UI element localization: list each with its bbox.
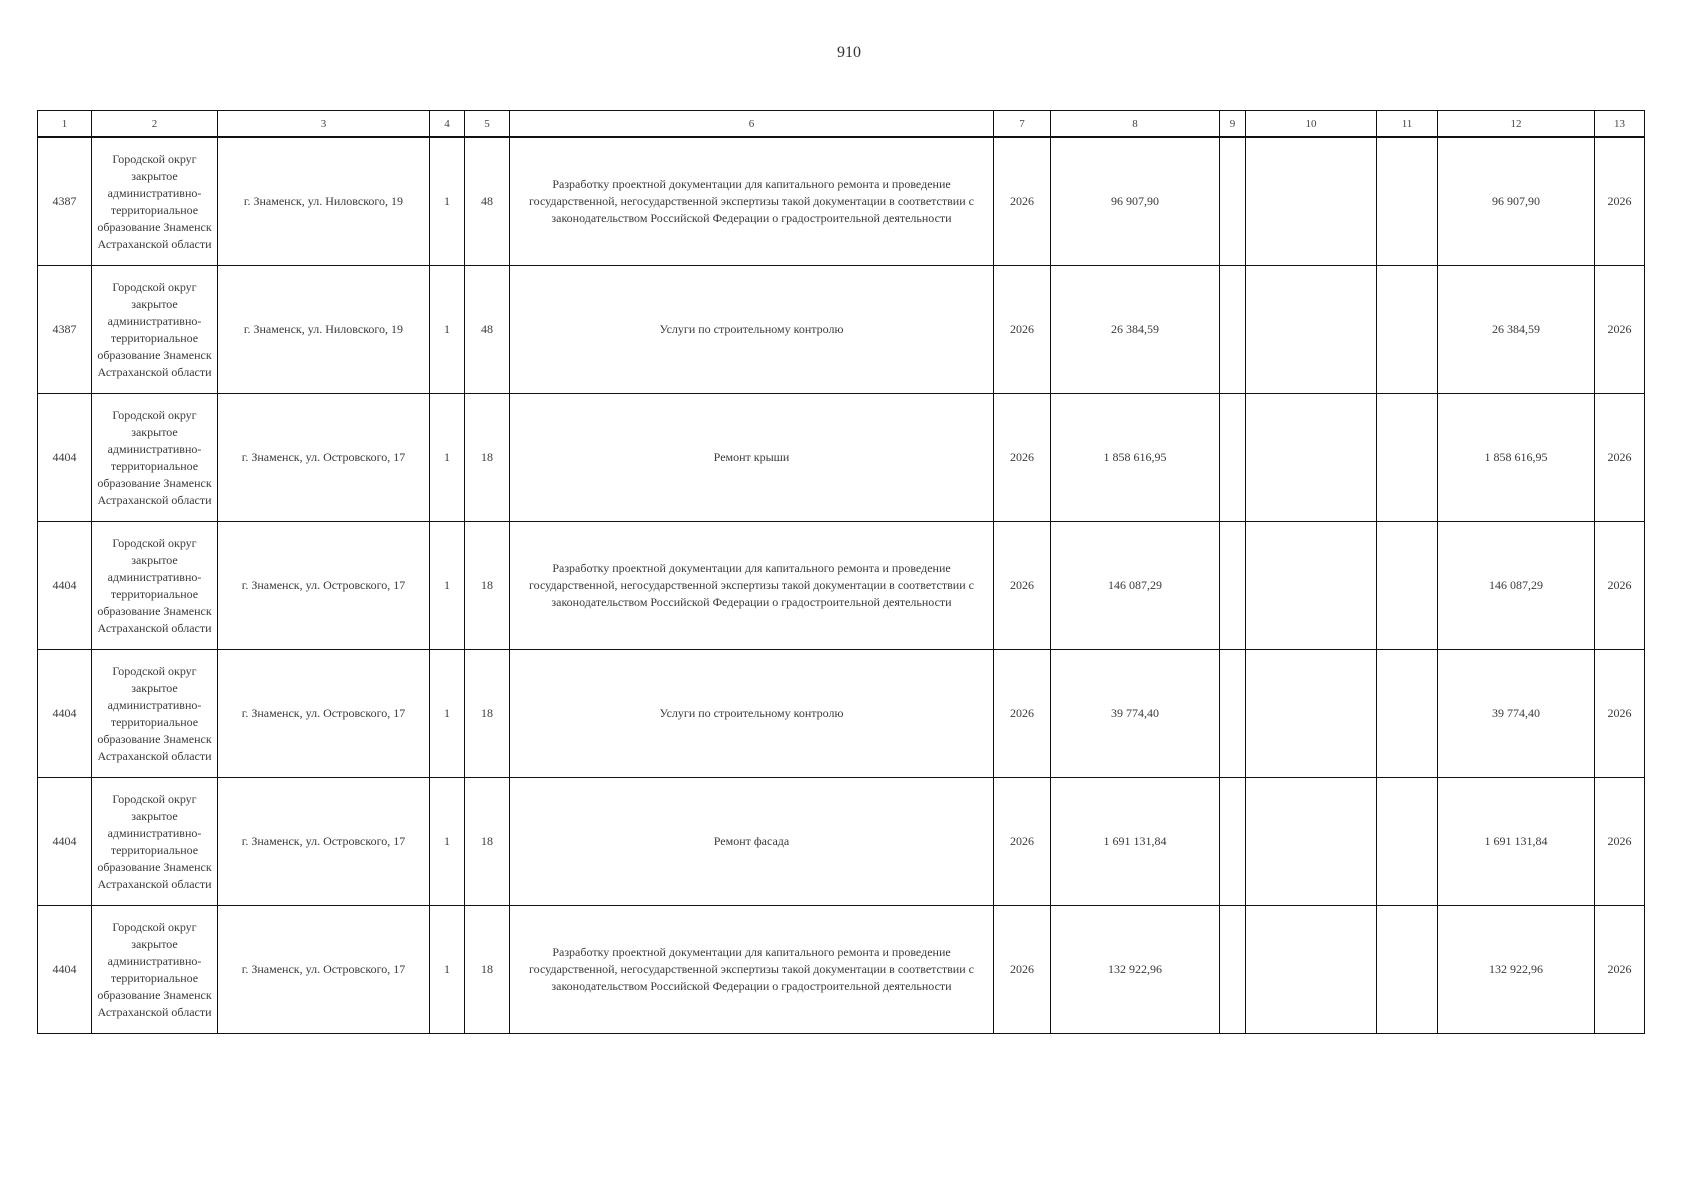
column-number-header-row: [38, 111, 1645, 138]
cell-fund-cost: 132 922,96: [1438, 906, 1595, 1034]
municipality-text: Городской округ закрытое административно-территориальное образование Знаменск Астраханской области: [97, 919, 212, 1019]
cell-address: г. Знаменск, ул. Островского, 17: [218, 778, 430, 906]
cell-municipality: [92, 394, 218, 522]
cell-year: 2026: [994, 650, 1051, 778]
column-header: 3: [218, 111, 430, 138]
cell-c4: 1: [430, 906, 465, 1034]
cell-work-type: Услуги по строительному контролю: [510, 266, 994, 394]
cell-address: г. Знаменск, ул. Островского, 17: [218, 394, 430, 522]
cell-completion-year: 2026: [1595, 522, 1645, 650]
cell-c4: 1: [430, 137, 465, 266]
cell-c5: 18: [465, 906, 510, 1034]
municipality-text: Городской округ закрытое административно-территориальное образование Знаменск Астраханской области: [97, 407, 212, 507]
cell-c9: [1220, 394, 1246, 522]
cell-object-id: 4404: [38, 522, 92, 650]
cell-fund-cost: 26 384,59: [1438, 266, 1595, 394]
cell-address: г. Знаменск, ул. Островского, 17: [218, 650, 430, 778]
cell-object-id: 4404: [38, 394, 92, 522]
cell-c10: [1246, 778, 1377, 906]
cell-fund-cost: 1 858 616,95: [1438, 394, 1595, 522]
cell-c11: [1377, 650, 1438, 778]
table-row: [38, 266, 1645, 394]
cell-c9: [1220, 650, 1246, 778]
table-row: [38, 137, 1645, 266]
cell-work-type: Разработку проектной документации для капитального ремонта и проведение государственной, негосударственной экспертизы такой документации в соответствии с законодательством Российской Федерации о градостроительной деятельности: [510, 137, 994, 266]
cell-object-id: 4387: [38, 137, 92, 266]
cell-c10: [1246, 137, 1377, 266]
cell-c4: 1: [430, 394, 465, 522]
cell-address: г. Знаменск, ул. Ниловского, 19: [218, 137, 430, 266]
cell-municipality: [92, 266, 218, 394]
cell-fund-cost: 1 691 131,84: [1438, 778, 1595, 906]
cell-c5: 48: [465, 137, 510, 266]
cell-c4: 1: [430, 266, 465, 394]
table-row: [38, 522, 1645, 650]
cell-c9: [1220, 137, 1246, 266]
column-header: 4: [430, 111, 465, 138]
table-row: [38, 778, 1645, 906]
cell-object-id: 4404: [38, 650, 92, 778]
cell-c11: [1377, 522, 1438, 650]
cell-c10: [1246, 522, 1377, 650]
cell-municipality: [92, 137, 218, 266]
column-header: 2: [92, 111, 218, 138]
cell-address: г. Знаменск, ул. Ниловского, 19: [218, 266, 430, 394]
column-header: 11: [1377, 111, 1438, 138]
cell-c9: [1220, 906, 1246, 1034]
cell-c11: [1377, 778, 1438, 906]
column-header: 6: [510, 111, 994, 138]
municipality-text: Городской округ закрытое административно-территориальное образование Знаменск Астраханской области: [97, 535, 212, 635]
cell-fund-cost: 96 907,90: [1438, 137, 1595, 266]
cell-year: 2026: [994, 778, 1051, 906]
cell-c10: [1246, 394, 1377, 522]
cell-c11: [1377, 906, 1438, 1034]
cell-work-type: Ремонт крыши: [510, 394, 994, 522]
cell-c5: 18: [465, 522, 510, 650]
cell-year: 2026: [994, 394, 1051, 522]
municipality-text: Городской округ закрытое административно-территориальное образование Знаменск Астраханской области: [97, 151, 212, 251]
cell-c4: 1: [430, 522, 465, 650]
cell-total-cost: 96 907,90: [1051, 137, 1220, 266]
repair-program-table: [37, 110, 1645, 1034]
cell-c4: 1: [430, 778, 465, 906]
cell-c10: [1246, 266, 1377, 394]
column-header: 10: [1246, 111, 1377, 138]
cell-c10: [1246, 906, 1377, 1034]
cell-municipality: [92, 522, 218, 650]
column-header: 1: [38, 111, 92, 138]
cell-completion-year: 2026: [1595, 394, 1645, 522]
cell-municipality: [92, 650, 218, 778]
cell-object-id: 4387: [38, 266, 92, 394]
cell-c5: 18: [465, 394, 510, 522]
cell-c4: 1: [430, 650, 465, 778]
cell-work-type: Ремонт фасада: [510, 778, 994, 906]
cell-completion-year: 2026: [1595, 266, 1645, 394]
cell-object-id: 4404: [38, 778, 92, 906]
cell-year: 2026: [994, 137, 1051, 266]
cell-c11: [1377, 266, 1438, 394]
column-header: 5: [465, 111, 510, 138]
cell-c9: [1220, 266, 1246, 394]
cell-fund-cost: 39 774,40: [1438, 650, 1595, 778]
cell-c9: [1220, 522, 1246, 650]
cell-address: г. Знаменск, ул. Островского, 17: [218, 522, 430, 650]
cell-total-cost: 1 858 616,95: [1051, 394, 1220, 522]
cell-completion-year: 2026: [1595, 137, 1645, 266]
column-header: 7: [994, 111, 1051, 138]
cell-total-cost: 132 922,96: [1051, 906, 1220, 1034]
cell-c5: 18: [465, 650, 510, 778]
column-header: 8: [1051, 111, 1220, 138]
cell-completion-year: 2026: [1595, 650, 1645, 778]
cell-completion-year: 2026: [1595, 778, 1645, 906]
column-header: 13: [1595, 111, 1645, 138]
column-header: 9: [1220, 111, 1246, 138]
column-header: 12: [1438, 111, 1595, 138]
cell-address: г. Знаменск, ул. Островского, 17: [218, 906, 430, 1034]
cell-work-type: Разработку проектной документации для капитального ремонта и проведение государственной, негосударственной экспертизы такой документации в соответствии с законодательством Российской Федерации о градостроительной деятельности: [510, 906, 994, 1034]
municipality-text: Городской округ закрытое административно-территориальное образование Знаменск Астраханской области: [97, 791, 212, 891]
page-number: 910: [837, 44, 861, 61]
cell-year: 2026: [994, 906, 1051, 1034]
cell-total-cost: 26 384,59: [1051, 266, 1220, 394]
cell-c11: [1377, 137, 1438, 266]
cell-total-cost: 39 774,40: [1051, 650, 1220, 778]
municipality-text: Городской округ закрытое административно-территориальное образование Знаменск Астраханской области: [97, 279, 212, 379]
cell-municipality: [92, 906, 218, 1034]
cell-c9: [1220, 778, 1246, 906]
cell-c11: [1377, 394, 1438, 522]
cell-total-cost: 146 087,29: [1051, 522, 1220, 650]
table-row: [38, 650, 1645, 778]
table-row: [38, 906, 1645, 1034]
municipality-text: Городской округ закрытое административно-территориальное образование Знаменск Астраханской области: [97, 663, 212, 763]
cell-work-type: Услуги по строительному контролю: [510, 650, 994, 778]
table-row: [38, 394, 1645, 522]
cell-municipality: [92, 778, 218, 906]
cell-c5: 48: [465, 266, 510, 394]
cell-completion-year: 2026: [1595, 906, 1645, 1034]
cell-total-cost: 1 691 131,84: [1051, 778, 1220, 906]
cell-work-type: Разработку проектной документации для капитального ремонта и проведение государственной, негосударственной экспертизы такой документации в соответствии с законодательством Российской Федерации о градостроительной деятельности: [510, 522, 994, 650]
cell-object-id: 4404: [38, 906, 92, 1034]
cell-fund-cost: 146 087,29: [1438, 522, 1595, 650]
cell-year: 2026: [994, 266, 1051, 394]
cell-c10: [1246, 650, 1377, 778]
cell-year: 2026: [994, 522, 1051, 650]
cell-c5: 18: [465, 778, 510, 906]
